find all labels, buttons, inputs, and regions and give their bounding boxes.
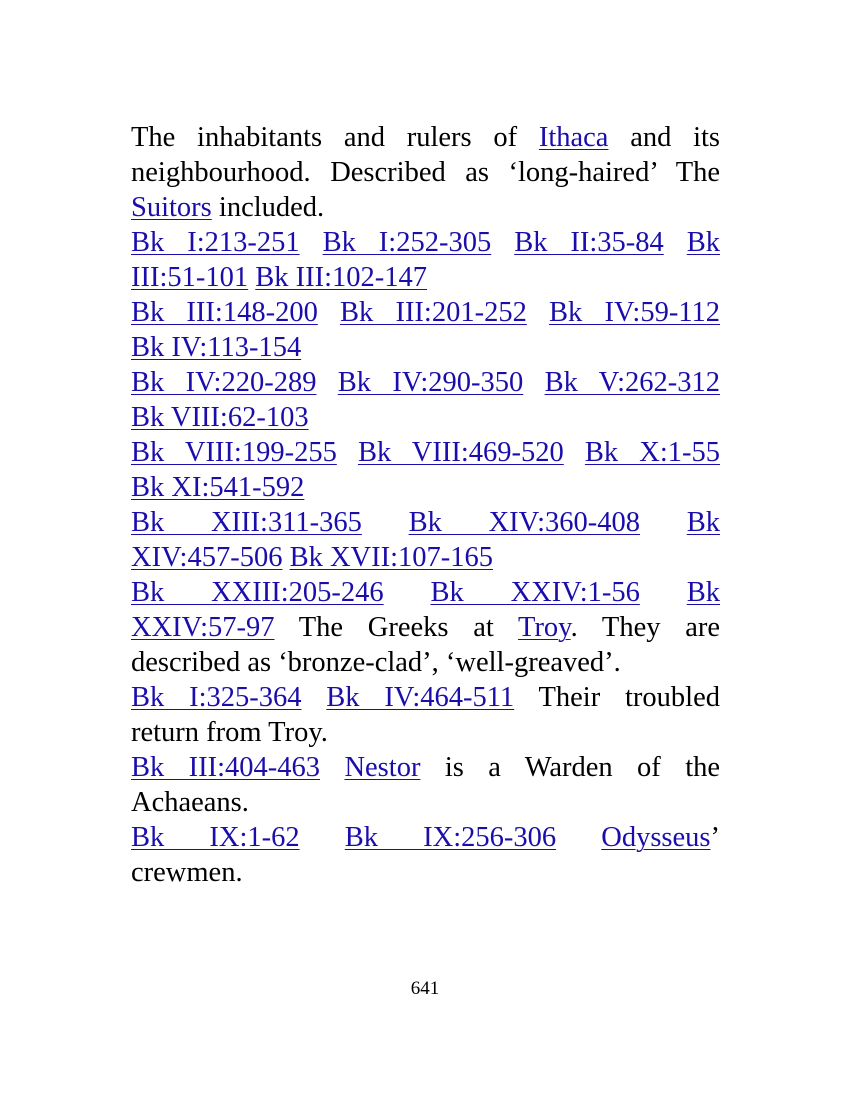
text-fragment: Odysseus’ (601, 822, 721, 853)
text-line (131, 435, 720, 470)
text-fragment: is a Warden of the (420, 752, 721, 783)
text-line (131, 855, 720, 890)
text-fragment: . They are (570, 612, 721, 643)
link-reference[interactable]: Bk XXIV:1-56 (430, 577, 640, 608)
text-fragment: return from Troy. (131, 717, 328, 748)
text-line (131, 365, 720, 400)
text-line (131, 715, 720, 750)
link-reference[interactable]: Bk III:102-147 (255, 262, 428, 293)
link-reference[interactable]: Bk IV:59-112 (549, 297, 721, 328)
text-line (131, 330, 720, 365)
text-line (131, 225, 720, 260)
text-line (131, 610, 720, 645)
link-reference-part[interactable]: Bk (686, 577, 720, 608)
link-reference[interactable]: Bk III:404-463 (131, 752, 321, 783)
text-line (131, 295, 720, 330)
link-reference[interactable]: Bk I:252-305 (322, 227, 492, 258)
link-reference[interactable]: Bk IV:464-511 (326, 682, 515, 713)
text-fragment: Their troubled (514, 682, 720, 713)
link-reference[interactable]: Bk XIV:360-408 (408, 507, 641, 538)
link-reference-part[interactable]: III:51-101 (131, 262, 249, 293)
link-reference[interactable]: Bk IV:113-154 (131, 332, 302, 363)
link-reference[interactable]: Bk XXIII:205-246 (131, 577, 384, 608)
page-number: 641 (410, 978, 440, 999)
link-reference[interactable]: Bk III:201-252 (340, 297, 527, 328)
text-line (131, 190, 720, 225)
link-reference[interactable]: Bk XVII:107-165 (289, 542, 494, 573)
text-line (131, 470, 720, 505)
text-fragment: The inhabitants and rulers of (131, 122, 539, 153)
text-line (131, 260, 720, 295)
link-nestor[interactable]: Nestor (344, 752, 421, 783)
text-fragment: neighbourhood. Described as ‘long-haired’ The (131, 157, 720, 188)
link-reference[interactable]: Bk IX:256-306 (344, 822, 557, 853)
main-text (131, 120, 720, 890)
link-odysseus[interactable]: Odysseus (601, 822, 711, 853)
text-fragment: and its (608, 122, 721, 153)
text-line (131, 505, 720, 540)
text-line (131, 120, 720, 155)
link-reference[interactable]: Bk I:325-364 (131, 682, 302, 713)
link-suitors[interactable]: Suitors (131, 192, 212, 223)
text-line (131, 400, 720, 435)
link-reference-part[interactable]: XIV:457-506 (131, 542, 283, 573)
text-line (131, 680, 720, 715)
text-line (131, 575, 720, 610)
link-reference[interactable]: Bk XIII:311-365 (131, 507, 362, 538)
link-reference[interactable]: Bk IX:1-62 (131, 822, 300, 853)
link-reference[interactable]: Bk X:1-55 (584, 437, 721, 468)
text-line (131, 750, 720, 785)
text-line (131, 820, 720, 855)
text-line (131, 785, 720, 820)
link-reference[interactable]: Bk XI:541-592 (131, 472, 305, 503)
link-reference[interactable]: Bk V:262-312 (544, 367, 721, 398)
link-reference-part[interactable]: Bk (686, 227, 721, 258)
text-line (131, 540, 720, 575)
link-reference[interactable]: Bk III:148-200 (131, 297, 318, 328)
link-troy[interactable]: Troy (518, 612, 571, 643)
link-reference[interactable]: Bk VIII:199-255 (131, 437, 337, 468)
link-reference[interactable]: Bk I:213-251 (131, 227, 300, 258)
link-reference[interactable]: Bk IV:290-350 (337, 367, 524, 398)
text-fragment: Achaeans. (131, 787, 249, 818)
link-reference[interactable]: Bk VIII:62-103 (131, 402, 309, 433)
link-reference[interactable]: Bk VIII:469-520 (357, 437, 564, 468)
link-ithaca[interactable]: Ithaca (538, 122, 609, 153)
text-fragment: included. (211, 192, 325, 223)
text-fragment: described as ‘bronze-clad’, ‘well-greaved’. (131, 647, 621, 678)
link-reference-part[interactable]: XXIV:57-97 (131, 612, 275, 643)
text-line (131, 645, 720, 680)
link-reference[interactable]: Bk IV:220-289 (131, 367, 317, 398)
text-line (131, 155, 720, 190)
link-reference-part[interactable]: Bk (686, 507, 721, 538)
text-fragment: The Greeks at (274, 612, 519, 643)
link-reference[interactable]: Bk II:35-84 (514, 227, 664, 258)
text-fragment: crewmen. (131, 857, 243, 888)
